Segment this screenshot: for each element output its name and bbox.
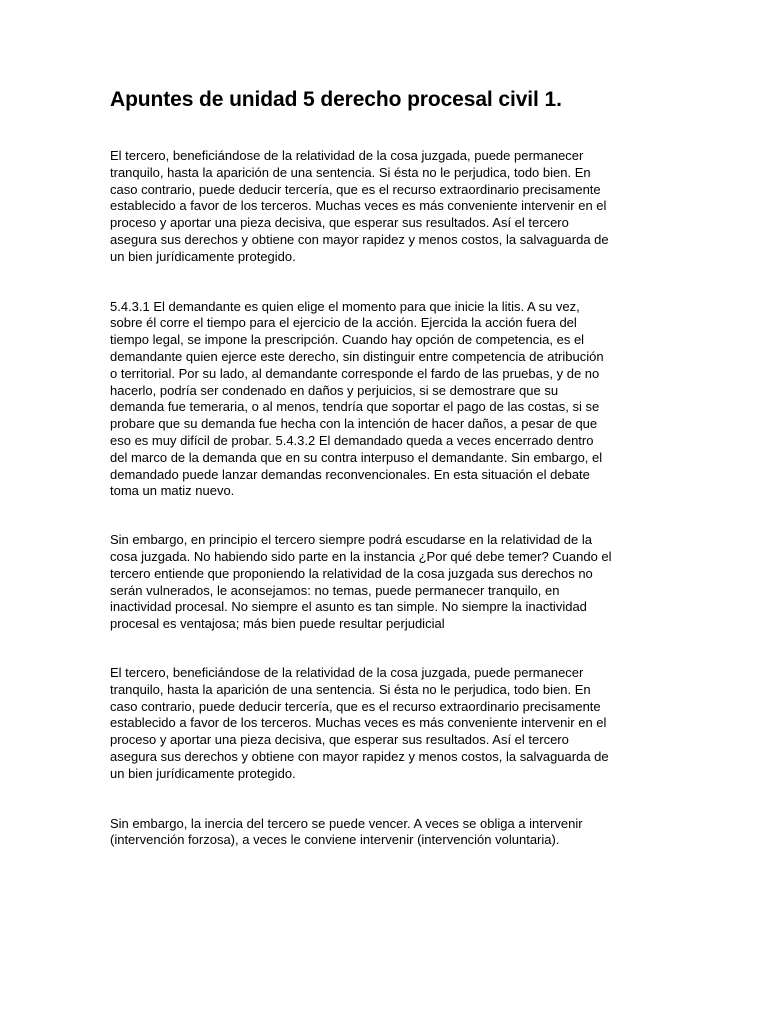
document-title: Apuntes de unidad 5 derecho procesal civil 1. xyxy=(110,88,562,111)
paragraph-3: Sin embargo, en principio el tercero siempre podrá escudarse en la relatividad de la cosa juzgada. No habiendo sido parte en la instancia ¿Por qué debe temer? Cuando el tercero entiende que proponiendo la relatividad de la cosa juzgada sus derechos no serán vulnerados, le aconsejamos: no temas, puede permanecer tranquilo, en inactividad procesal. No siempre el asunto es tan simple. No siempre la inactividad procesal es ventajosa; más bien puede resultar perjudicial xyxy=(110,532,612,632)
paragraph-4: El tercero, beneficiándose de la relatividad de la cosa juzgada, puede permanecer tranquilo, hasta la aparición de una sentencia. Si ésta no le perjudica, todo bien. En caso contrario, puede deducir tercería, que es el recurso extraordinario precisamente establecido a favor de los terceros. Muchas veces es más conveniente intervenir en el proceso y aportar una pieza decisiva, que esperar sus resultados. Así el tercero asegura sus derechos y obtiene con mayor rapidez y menos costos, la salvaguarda de un bien jurídicamente protegido. xyxy=(110,664,609,781)
paragraph-1: El tercero, beneficiándose de la relatividad de la cosa juzgada, puede permanecer tranquilo, hasta la aparición de una sentencia. Si ésta no le perjudica, todo bien. En caso contrario, puede deducir tercería, que es el recurso extraordinario precisamente establecido a favor de los terceros. Muchas veces es más conveniente intervenir en el proceso y aportar una pieza decisiva, que esperar sus resultados. Así el tercero asegura sus derechos y obtiene con mayor rapidez y menos costos, la salvaguarda de un bien jurídicamente protegido. xyxy=(110,148,609,264)
paragraph-2: 5.4.3.1 El demandante es quien elige el momento para que inicie la litis. A su vez, sobre él corre el tiempo para el ejercicio de la acción. Ejercida la acción fuera del tiempo legal, se impone la prescripción. Cuando hay opción de competencia, es el demandante quien ejerce este derecho, sin distinguir entre competencia de atribución o territorial. Por su lado, al demandante corresponde el fardo de las pruebas, y de no hacerlo, podría ser condenado en daños y perjuicios, si se demostrare que su demanda fue temeraria, o al menos, tendría que soportar el pago de las costas, si se probare que su demanda fue hecha con la intención de hacer daños, a pesar de que eso es muy difícil de probar. 5.4.3.2 El demandado queda a veces encerrado dentro del marco de la demanda que en su contra interpuso el demandante. Sin embargo, el demandado puede lanzar demandas reconvencionales. En esta situación el debate toma un matiz nuevo. xyxy=(110,298,604,499)
document-page xyxy=(110,86,656,849)
paragraph-5: Sin embargo, la inercia del tercero se puede vencer. A veces se obliga a intervenir (intervención forzosa), a veces le conviene intervenir (intervención voluntaria). xyxy=(110,815,583,848)
